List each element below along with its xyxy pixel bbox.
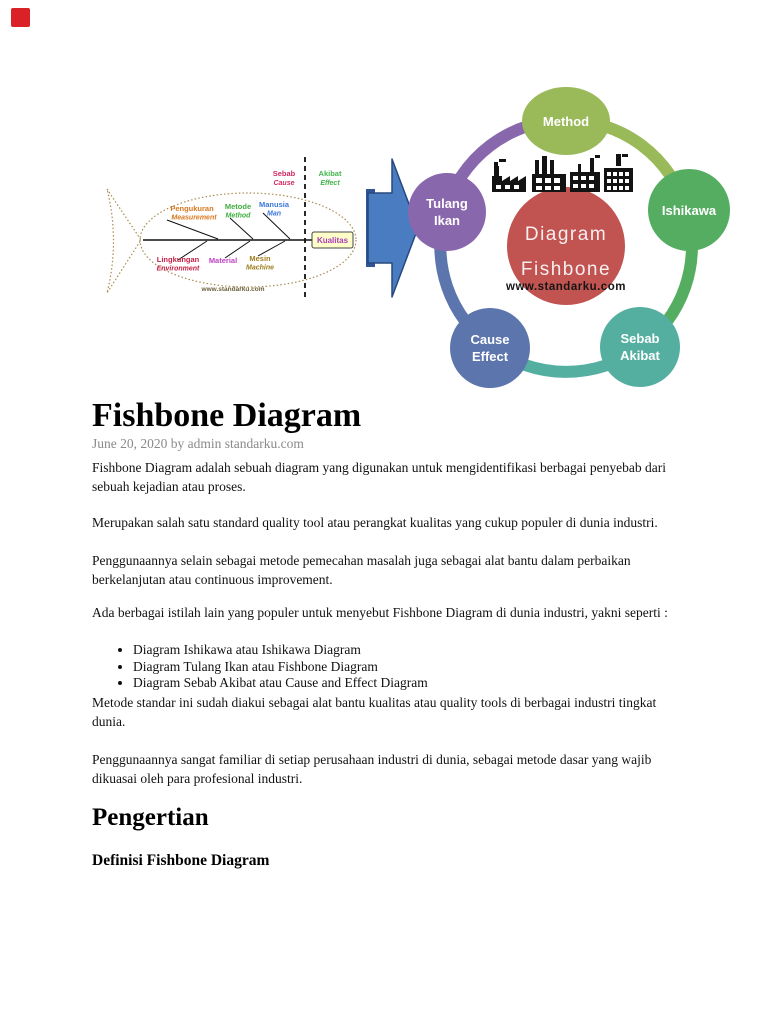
paragraph-4: Ada berbagai istilah lain yang populer untuk menyebut Fishbone Diagram di dunia industri, yakni seperti : <box>92 605 668 620</box>
cause-label: Cause <box>273 180 295 187</box>
center-line2: Fishbone <box>520 259 612 280</box>
factory-icons <box>492 154 633 192</box>
ikan-node-label: Ikan <box>433 213 461 228</box>
measurement-label: Measurement <box>171 214 217 222</box>
cause-node-label: Cause <box>470 332 510 347</box>
material-label: Material <box>208 256 238 265</box>
list-item: • Diagram Tulang Ikan atau Fishbone Diagram <box>133 659 678 676</box>
ishikawa-node-label: Ishikawa <box>661 203 717 218</box>
fishbone-diagram-image <box>88 145 380 310</box>
list-item: • Diagram Ishikawa atau Ishikawa Diagram <box>133 642 678 659</box>
page-title: Fishbone Diagram <box>92 397 362 434</box>
kualitas-label: Kualitas <box>316 236 349 245</box>
lingkungan-label: Lingkungan <box>156 255 200 264</box>
list-item: • Diagram Sebab Akibat atau Cause and Effect Diagram <box>133 675 678 692</box>
cause-effect-circle <box>450 308 530 388</box>
environment-label: Environment <box>156 265 200 273</box>
sebab-node-label: Sebab <box>620 331 660 346</box>
paragraph-6: Penggunaannya sangat familiar di setiap perusahaan industri di dunia, sebagai metode dasar yang wajib dikuasai oleh para profesional industri. <box>92 751 652 786</box>
mesin-label: Mesin <box>249 254 271 263</box>
method-label: Method <box>225 212 251 220</box>
machine-label: Machine <box>245 264 275 272</box>
method-node-label: Method <box>542 114 590 129</box>
manusia-label: Manusia <box>258 200 290 209</box>
sebab-label: Sebab <box>272 169 296 178</box>
center-line1: Diagram <box>524 224 608 245</box>
fishbone-watermark: www.standarku.com <box>201 286 265 293</box>
paragraph-5: Metode standar ini sudah diakui sebagai alat bantu kualitas atau quality tools di berbagai industri tingkat dunia. <box>92 694 657 729</box>
tulang-node-label: Tulang <box>426 196 468 211</box>
effect-label: Effect <box>320 180 340 187</box>
terms-list <box>92 642 678 692</box>
paragraph-2: Merupakan salah satu standard quality tool atau perangkat kualitas yang cukup populer di dunia industri. <box>92 515 658 530</box>
paragraph-3: Penggunaannya selain sebagai metode pemecahan masalah juga sebagai alat bantu dalam perbaikan berkelanjutan atau continuous improvement. <box>92 553 631 587</box>
man-label: Man <box>267 210 281 218</box>
effect-node-label: Effect <box>471 349 509 364</box>
byline: June 20, 2020 by admin standarku.com <box>92 436 304 451</box>
metode-label: Metode <box>224 202 252 211</box>
cycle-watermark: www.standarku.com <box>506 281 626 293</box>
paragraph-1: Fishbone Diagram adalah sebuah diagram yang digunakan untuk mengidentifikasi berbagai penyebab dari sebuah kejadian atau proses. <box>92 460 666 494</box>
hero-illustration <box>0 0 768 400</box>
sebab-akibat-circle <box>600 307 680 387</box>
fish-tail-outline <box>107 189 141 293</box>
article <box>92 398 678 869</box>
akibat-label: Akibat <box>318 169 342 178</box>
fishbone-cycle-image <box>395 62 745 397</box>
pengukuran-label: Pengukuran <box>170 204 214 213</box>
sub-heading: Definisi Fishbone Diagram <box>92 851 270 869</box>
akibat-node-label: Akibat <box>620 348 660 363</box>
section-heading: Pengertian <box>92 803 209 831</box>
tulang-ikan-circle <box>408 173 486 251</box>
